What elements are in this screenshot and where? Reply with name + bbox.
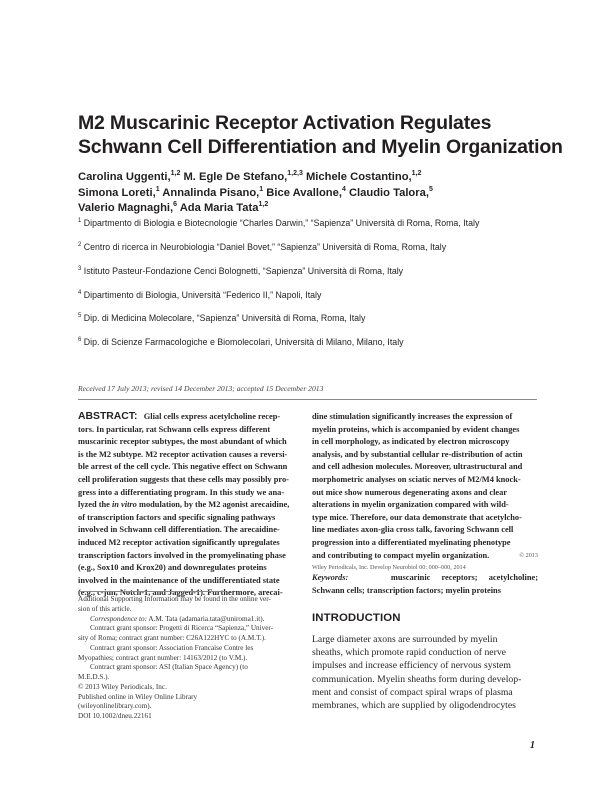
footnote-line: sity of Roma; contract grant number: C26A122HYC to (A.M.T.).	[78, 634, 266, 642]
affiliation	[78, 266, 403, 276]
abstract-line: involved in the maintenance of the undifferentiated state	[78, 575, 280, 585]
footnote-divider	[78, 591, 226, 592]
paper-title	[78, 111, 563, 159]
footnote-line: Contract grant sponsor: Progetti di Ricerca “Sapienza,” Univer-	[90, 624, 274, 633]
abstract-line: (e.g., Sox10 and Krox20) and downregulates proteins	[78, 563, 267, 573]
keywords-line: Schwann cells; transcription factors; myelin proteins	[312, 585, 501, 595]
footnote-line	[78, 615, 300, 625]
footnote-line: © 2013 Wiley Periodicals, Inc.	[78, 682, 167, 691]
abstract-line: tors. In particular, rat Schwann cells express different	[78, 424, 271, 434]
author-name: Bice Avallone,	[263, 186, 342, 199]
footnote-line: M.E.D.S.).	[78, 673, 110, 681]
abstract-line: induced M2 receptor activation significantly upregulates	[78, 537, 280, 547]
abstract-line: in cell morphology, as indicated by electron microscopy	[312, 437, 510, 447]
author-affiliation-mark: 1	[155, 185, 160, 193]
keywords-label: Keywords:	[312, 573, 349, 583]
abstract-line: of transcription factors and specific signaling pathways	[78, 512, 276, 522]
abstract-line: progression into a differentiated myelinating phenotype	[312, 537, 511, 547]
abstract-line: ble arrest of the cell cycle. This negative effect on Schwann	[78, 462, 288, 472]
author-name: Annalinda Pisano,	[159, 186, 260, 199]
body-line: Large diameter axons are surrounded by myelin	[312, 634, 498, 645]
abstract-line: myelin proteins, which is accompanied by evident changes	[312, 424, 520, 434]
affiliation-text: Dipartimento di Biologia, Università “Federico II,” Napoli, Italy	[83, 290, 322, 300]
title-line-1: M2 Muscarinic Receptor Activation Regulates	[78, 112, 492, 134]
affiliation	[78, 337, 404, 347]
author-line-1	[78, 170, 558, 186]
author-name: Valerio Magnaghi,	[78, 202, 174, 214]
affiliation-text: Istituto Pasteur-Fondazione Cenci Bolognetti, “Sapienza” Università di Roma, Italy	[83, 266, 404, 276]
footnote-line: Contract grant sponsor: ASI (Italian Space Agency) (to	[90, 663, 248, 672]
footnote-line: (wileyonlinelibrary.com).	[78, 702, 152, 711]
footnotes	[78, 595, 300, 722]
abstract-line: gress into a differentiating program. In this study we ana-	[78, 487, 285, 497]
title-line-2: Schwann Cell Differentiation and Myelin Organization	[78, 136, 563, 158]
abstract-left-column	[78, 411, 300, 600]
abstract-line	[312, 550, 538, 563]
author-affiliation-mark: 4	[341, 185, 346, 193]
author-name: Carolina Uggenti,	[78, 171, 171, 183]
affiliation	[78, 290, 321, 300]
journal-citation: Wiley Periodicals, Inc. Develop Neurobiol 00: 000–000, 2014	[312, 564, 466, 572]
abstract-line	[78, 499, 300, 512]
abstract-line: dine stimulation significantly increases the expression of	[312, 412, 513, 421]
affiliation-number: 3	[78, 266, 82, 272]
body-line: sheaths, which promote rapid conduction of nerve	[312, 647, 506, 659]
abstract-emphasis: in vitro	[111, 500, 137, 510]
abstract-line: (e.g., c-jun, Notch-1, and Jagged-1). Furthermore, arecai-	[78, 588, 283, 598]
author-name: M. Egle De Stefano,	[180, 171, 288, 183]
affiliation-text: Centro di ricerca in Neurobiologia “Daniel Bovet,” “Sapienza” Università di Roma, Roma, Italy	[83, 242, 447, 252]
affiliation-number: 2	[78, 242, 82, 248]
author-name: Simona Loreti,	[78, 186, 156, 199]
abstract-line: line mediates axon-glia cross talk, favoring Schwann cell	[312, 525, 514, 535]
author-list	[78, 170, 558, 217]
abstract-text: modulation, by the M2 agonist arecaidine,	[136, 500, 290, 510]
page-number: 1	[530, 740, 535, 751]
footnote-line: Contract grant sponsor: Association Francaise Contre les	[90, 643, 254, 652]
abstract-line: out mice show numerous degenerating axons and clear	[312, 487, 508, 497]
abstract-text: and contributing to compact myelin organization.	[312, 550, 490, 560]
author-affiliation-mark: 1,2	[411, 170, 422, 177]
affiliation	[78, 218, 479, 228]
abstract-text: lyzed the	[78, 500, 112, 510]
abstract-line: alterations in myelin organization compared with wild-	[312, 500, 509, 510]
author-name: Michele Costantino,	[302, 171, 412, 183]
author-affiliation-mark: 1,2	[258, 201, 269, 208]
abstract-line: is the M2 subtype. M2 receptor activation causes a reversi-	[78, 449, 288, 459]
footnote-line: Myopathies; contract grant number: 14163/2012 (to V.M.).	[78, 653, 248, 662]
author-name: Ada Maria Tata	[177, 202, 259, 214]
abstract-line: involved in Schwann cell differentiation. The arecaidine-	[78, 525, 280, 535]
author-affiliation-mark: 5	[428, 185, 433, 193]
author-name: Claudio Talora,	[345, 186, 429, 199]
abstract-text: Glial cells express acetylcholine recep-	[143, 412, 281, 421]
author-affiliation-mark: 1	[259, 185, 264, 193]
affiliation	[78, 242, 446, 252]
divider	[78, 399, 537, 400]
affiliation-number: 6	[78, 337, 82, 343]
body-line: ment and consist of compact spiral wraps of plasma	[312, 686, 513, 698]
footnote-line: Published online in Wiley Online Library	[78, 692, 198, 701]
author-affiliation-mark: 1,2	[170, 170, 181, 177]
footnote-text: A.M. Tata (adamaria.tata@uniroma1.it).	[147, 614, 265, 623]
affiliation-text: Dipartmento di Biologia e Biotecnologie “Charles Darwin,” “Sapienza” Università di Roma, Roma, Italy	[83, 218, 480, 228]
author-affiliation-mark: 1,2,3	[287, 170, 303, 177]
author-affiliation-mark: 6	[173, 201, 178, 208]
keywords-line	[312, 572, 538, 585]
footnote-line: sion of this article.	[78, 604, 132, 613]
affiliation-number: 4	[78, 290, 82, 296]
body-line: impulses and increase efficiency of nervous system	[312, 660, 511, 672]
abstract-line: cell proliferation suggests that these cells may possibly pro-	[78, 474, 289, 484]
keywords-text: muscarinic receptors; acetylcholine;	[390, 573, 538, 583]
affiliation-number: 1	[78, 218, 82, 224]
affiliation	[78, 313, 365, 323]
affiliation-number: 5	[78, 313, 82, 319]
copyright-symbol: © 2013	[519, 551, 538, 559]
abstract-line	[78, 411, 300, 424]
abstract-line: morphometric analyses on sciatic nerves of M2/M4 knock-	[312, 474, 521, 484]
body-line: membranes, which are supplied by oligodendrocytes	[312, 700, 516, 712]
affiliation-text: Dip. di Medicina Molecolare, “Sapienza” Università di Roma, Roma, Italy	[83, 313, 366, 323]
section-heading: INTRODUCTION	[312, 612, 401, 624]
affiliation-text: Dip. di Scienze Farmacologiche e Biomolecolari, Università di Milano, Milano, Italy	[83, 337, 404, 347]
introduction-body	[312, 633, 538, 712]
author-line-2	[78, 186, 558, 202]
abstract-label: ABSTRACT:	[78, 411, 138, 422]
abstract-line: type mice. Therefore, our data demonstrate that acetylcho-	[312, 512, 522, 522]
received-dates: Received 17 July 2013; revised 14 December 2013; accepted 15 December 2013	[78, 384, 324, 393]
abstract-line: analysis, and by substantial cellular re-distribution of actin	[312, 449, 523, 459]
abstract-line: and cell adhesion molecules. Moreover, ultrastructural and	[312, 462, 523, 472]
footnote-line: Additional Supporting Information may be found in the online ver-	[78, 595, 271, 603]
abstract-line: transcription factors involved in the promyelinating phase	[78, 550, 286, 560]
body-line: communication. Myelin sheaths form during develop-	[312, 673, 522, 685]
author-line-3	[78, 201, 558, 217]
footnote-emphasis: Correspondence to:	[90, 614, 148, 623]
abstract-right-column	[312, 411, 538, 597]
footnote-line: DOI 10.1002/dneu.22161	[78, 712, 152, 720]
abstract-line: muscarinic receptor subtypes, the most abundant of which	[78, 437, 287, 447]
